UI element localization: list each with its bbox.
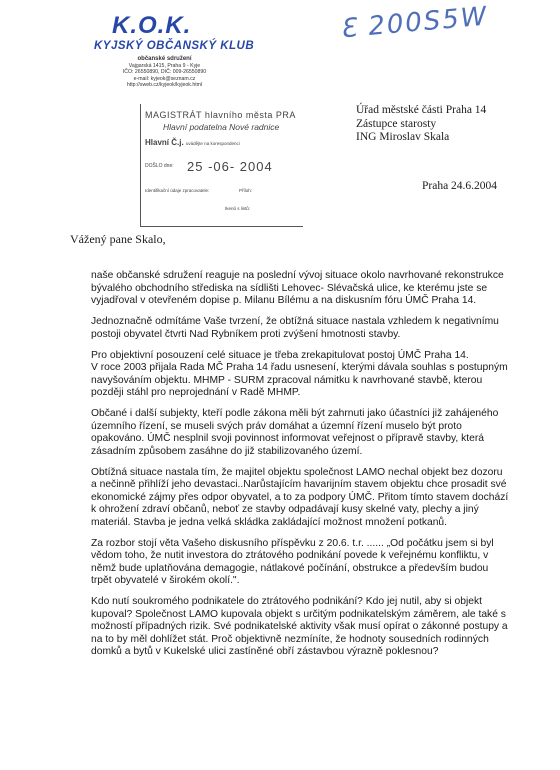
stamp-received-date: 25 -06- 2004 xyxy=(187,159,273,174)
recipient-office: Úřad městské části Praha 14 xyxy=(356,104,487,116)
stamp-reference-note: uvádějte na korespondenci xyxy=(185,141,240,146)
org-email: e-mail: kyjeok@seznam.cz xyxy=(133,75,196,82)
body-paragraph: Obtížná situace nastala tím, že majitel objektu společnost LAMO nechal objekt bez dozoru a nečinně přihlíží jeho devastaci..Narůstajícím havarijním stavem objektu chce prosadit své ekonomické zájmy přes odpor obyvatel, a to za podpory ÚMČ. Přitom tímto stavem dochází k ohrožení zdraví občanů, neboť ze stavby odpadávají kusy skelné vaty, plechy a jiný materiál. Stavba je jedna velká skládka zakládající možnost množení potkanů. xyxy=(91,466,509,528)
letter-date: Praha 24.6.2004 xyxy=(422,180,498,192)
org-ids: IČO: 26550890, DIČ: 009-26550890 xyxy=(122,69,207,75)
received-stamp xyxy=(140,104,303,227)
body-paragraph: Pro objektivní posouzení celé situace je třeba zrekapitulovat postoj ÚMČ Praha 14. V roce 2003 přijala Rada MČ Praha 14 řadu usnesení, kterými dávala souhlas s postupným navyšováním objektu. MHMP - SURM zpracoval námitku k navrhované stavbě, kterou později stáhl pro neprojednání v Radě MHMP. xyxy=(91,349,508,398)
stamp-processor-label: Identifikační údaje zpracovatele: xyxy=(145,188,210,193)
club-name: KYJSKÝ OBČANSKÝ KLUB xyxy=(94,40,255,52)
org-web: http://sweb.cz/kyjeok/kyjeok.html xyxy=(126,82,203,88)
salutation: Vážený pane Skalo, xyxy=(70,232,166,246)
stamp-reference-label: Hlavní Č.j. xyxy=(145,138,184,147)
body-paragraph: Za rozbor stojí věta Vašeho diskusního příspěvku z 20.6. t.r. ...... „Od počátku jsem si byl vědom toho, že nutit investora do ztrátového podnikání povede k veřejnému konfliktu, v němž bude uplatňována demagogie, nátlakové počínání, obstrukce a především budou trpět obyvatelé v širokém okolí.". xyxy=(91,537,494,586)
stamp-authority: MAGISTRÁT hlavního města PRA xyxy=(145,110,296,120)
handwritten-reference: Ɛ 200S5W xyxy=(338,1,490,45)
stamp-received-label: DOŠLO dne: xyxy=(145,163,174,169)
org-address: Vajgarská 1415, Praha 9 - Kyje xyxy=(128,62,201,69)
body-paragraph: naše občanské sdružení reaguje na poslední vývoj situace okolo navrhované rekonstrukce bývalého obchodního střediska na sídlišti Lehovec- Slévačská ulice, ke kterému jste se vyjadřoval v otevřeném dopise p. Milanu Bílému a na diskusním fóru ÚMČ Praha 14. xyxy=(91,270,504,306)
org-address-block xyxy=(92,56,237,89)
letter-body xyxy=(91,270,511,667)
body-paragraph: Kdo nutí soukromého podnikatele do ztrátového podnikání? Kdo jej nutil, aby si objekt kupoval? Společnost LAMO kupovala objekt s určitým podnikatelským záměrem, ale také s možností případných rizik. Své podnikatelské aktivity však musí opírat o zákonné postupy a na to by měl dohlížet stát. Proč objektivně nezmíníte, že hodnoty sousedních rodinných domků a bytů v Kukelské ulici zastíněné obří zástavbou výrazně poklesnou? xyxy=(91,596,508,657)
stamp-office: Hlavní podatelna Nové radnice xyxy=(163,122,280,132)
org-type: občanské sdružení xyxy=(137,56,192,62)
stamp-sheets-label: Ikenů s listů: xyxy=(225,206,251,211)
body-paragraph: Jednoznačně odmítáme Vaše tvrzení, že obtížná situace nastala vzhledem k negativnímu postoji obyvatel čtvrti Nad Rybníkem proti zvýšení hmotnosti stavby. xyxy=(91,316,499,340)
recipient-position: Zástupce starosty xyxy=(356,117,437,130)
stamp-reference xyxy=(145,138,240,147)
stamp-attachments-label: Příloh: xyxy=(239,188,253,193)
recipient-name: ING Miroslav Skala xyxy=(356,131,450,143)
recipient-address xyxy=(356,104,486,145)
body-paragraph: Občané i další subjekty, kteří podle zákona měli být zahrnuti jako účastníci již zahájeného územního řízení, se museli svých práv domáhat a územní řízení muselo být proto opakováno. ÚMČ nesplnil svoji povinnost informovat veřejnost o přípravě stavby, která zásadním způsobem zasáhne do již stabilizovaného území. xyxy=(91,408,499,457)
logo-text: K.O.K. xyxy=(112,12,192,39)
